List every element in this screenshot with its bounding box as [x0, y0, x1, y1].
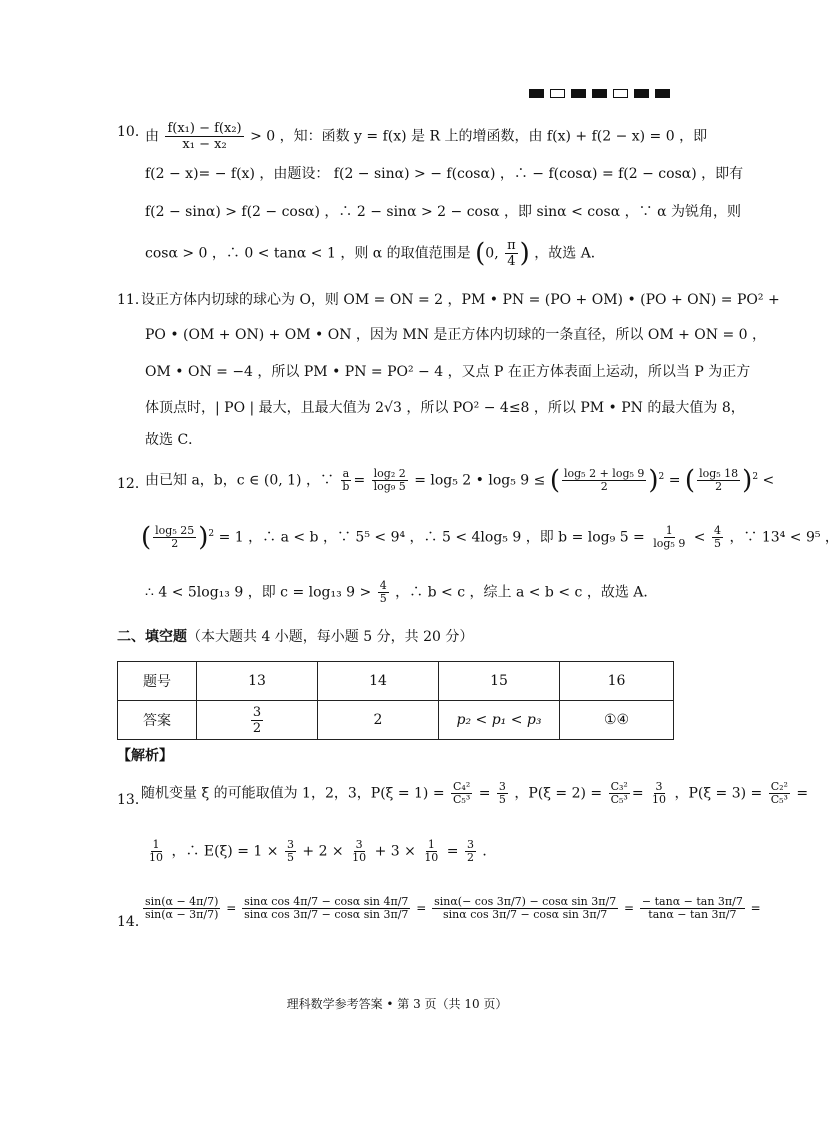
- fraction: $\frac{1}{\text{log₅ 9}}$: [653, 524, 686, 551]
- q11-line-3: OM • ON = −4 ，所以 PM • PN = PO² − 4 ，又点 P 在正方体表面上运动，所以当 P 为正方: [145, 364, 751, 380]
- fraction: $\frac{4}{5}$: [379, 579, 387, 605]
- q12-line-2: ( $\frac{\text{log₅ 25}}{2}$ )$^2$ = 1 ，∴ a < b ，∵ 5⁵ < 9⁴ ，∴ 5 < 4log₅ 9 ，即 b = log₉ 5 = $\frac{1}{\text{log₅ 9}}$ < $\frac{4}{5}$ ，∵ 13⁴ < 9⁵ ，: [141, 522, 839, 553]
- q11-line-5: 故选 C．: [145, 432, 203, 448]
- fraction: $\frac{1}{10}$: [424, 838, 439, 864]
- q11-number: 11．: [117, 292, 149, 308]
- fraction: $\frac{\text{C₂²}}{\text{C₅³}}$: [770, 780, 788, 806]
- fraction: $\frac{- \tan\alpha - \tan 3\pi/7}{\tan\alpha - \tan 3\pi/7}$: [641, 895, 743, 921]
- header-decoration: [529, 89, 670, 98]
- deco-square: [550, 89, 565, 98]
- deco-square: [634, 89, 649, 98]
- table-cell: 2: [318, 701, 439, 740]
- page-footer: 理科数学参考答案 • 第 3 页（共 10 页）: [286, 997, 508, 1011]
- fraction: $\frac{1}{10}$: [149, 838, 163, 864]
- section-heading: 二、填空题（本大题共 4 小题，每小题 5 分，共 20 分）: [117, 629, 474, 645]
- fraction: $\frac{\text{log₅ 25}}{2}$: [155, 524, 195, 551]
- q11-line-4: 体顶点时，| PO | 最大，且最大值为 2√3 ，所以 PO² − 4≤8 ，所以 PM • PN 的最大值为 8，: [145, 400, 745, 416]
- fraction: $\frac{\pi}{4}$: [507, 238, 516, 269]
- table-row: [118, 701, 674, 740]
- q12-number: 12．: [117, 476, 149, 492]
- fraction: $\frac{\text{C₃²}}{\text{C₅³}}$: [610, 780, 628, 806]
- q10-line-4: cosα > 0 ，∴ 0 < tanα < 1 ，则 α 的取值范围是 (0, $\frac{\pi}{4}$ ) ，故选 A．: [145, 238, 605, 269]
- fraction: $\frac{\text{log₅ 18}}{2}$: [699, 467, 739, 494]
- deco-square: [592, 89, 607, 98]
- deco-square: [529, 89, 544, 98]
- q14-line-1: $\frac{\sin(\alpha - 4\pi/7)}{\sin(\alpha - 3\pi/7)}$ = $\frac{\text{sinα cos 4π/7 − cosα sin 4π/7}}{\text{sinα cos 3π/7 − cosα sin 3π/7}}$ = $\frac{\text{sinα(− cos 3π/7) − cosα sin 3π/7}}{\text{sinα cos 3π/7 − cosα sin 3π/7}}$ = $\frac{- \tan\alpha - \tan 3\pi/7}{\tan\alpha - \tan 3\pi/7}$ =: [145, 895, 761, 921]
- table-row: [118, 662, 674, 701]
- q11-line-2: PO • (OM + ON) + OM • ON ，因为 MN 是正方体内切球的一条直径，所以 OM + ON = 0 ，: [145, 327, 767, 343]
- deco-square: [655, 89, 670, 98]
- q10-line-3: f(2 − sinα) > f(2 − cosα) ，∴ 2 − sinα > 2 − cosα ，即 sinα < cosα ，∵ α 为锐角，则: [145, 204, 741, 220]
- fraction: $\frac{3}{5}$: [286, 838, 294, 864]
- fraction: $\frac{4}{5}$: [713, 524, 721, 551]
- table-cell: 14: [318, 662, 439, 701]
- fraction: $\frac{3}{10}$: [652, 780, 667, 806]
- fraction: $\frac{\text{log₅ 2 + log₅ 9}}{2}$: [564, 467, 645, 494]
- fraction: $\frac{\text{sinα(− cos 3π/7) − cosα sin 3π/7}}{\text{sinα cos 3π/7 − cosα sin 3π/7}}$: [434, 895, 617, 921]
- q12-line-3: ∴ 4 < 5log₁₃ 9 ，即 c = log₁₃ 9 > $\frac{4}{5}$ ，∴ b < c ，综上 a < b < c ，故选 A．: [145, 579, 658, 605]
- fraction: $\frac{3}{5}$: [498, 780, 506, 806]
- fraction: $\frac{3}{10}$: [352, 838, 367, 864]
- table-cell: p₂ < p₁ < p₃: [439, 701, 560, 740]
- table-cell: 题号: [118, 662, 197, 701]
- table-cell: 答案: [118, 701, 197, 740]
- deco-square: [613, 89, 628, 98]
- analysis-heading: 【解析】: [117, 748, 173, 764]
- q13-number: 13．: [117, 792, 149, 808]
- answer-table: [117, 661, 674, 740]
- q13-line-2: $\frac{1}{10}$ ，∴ E(ξ) = 1 × $\frac{3}{5}$ + 2 × $\frac{3}{10}$ + 3 × $\frac{1}{10}$ = $\frac{3}{2}$ ．: [149, 838, 497, 864]
- table-cell: ①④: [560, 701, 674, 740]
- table-cell: [197, 701, 318, 740]
- fraction: $\frac{3}{2}$: [252, 704, 262, 736]
- q13-line-1: 随机变量 ξ 的可能取值为 1，2，3，P(ξ = 1) = $\frac{\text{C₄²}}{\text{C₅³}}$ = $\frac{3}{5}$ ，P(ξ = 2) = $\frac{\text{C₃²}}{\text{C₅³}}$ = $\frac{3}{10}$ ，P(ξ = 3) = $\frac{\text{C₂²}}{\text{C₅³}}$ =: [141, 780, 809, 806]
- q10-number: 10．: [117, 124, 149, 140]
- fraction: $\frac{3}{2}$: [466, 838, 474, 864]
- fraction: $\frac{\text{log₂ 2}}{\text{log₉ 5}}$: [373, 467, 406, 494]
- table-cell: 16: [560, 662, 674, 701]
- q11-line-1: 设正方体内切球的球心为 O，则 OM = ON = 2 ，PM • PN = (PO + OM) • (PO + ON) = PO² +: [141, 292, 780, 308]
- fraction: $\frac{\text{sinα cos 4π/7 − cosα sin 4π/7}}{\text{sinα cos 3π/7 − cosα sin 3π/7}}$: [244, 895, 409, 921]
- q12-line-1: 由已知 a，b，c ∈ (0, 1) ，∵ $\frac{a}{b}$ = $\frac{\text{log₂ 2}}{\text{log₉ 5}}$ = log₅ 2 • log₅ 9 ≤ ( $\frac{\text{log₅ 2 + log₅ 9}}{2}$ )$^2$ = ( $\frac{\text{log₅ 18}}{2}$ )$^2$ <: [145, 465, 775, 496]
- q10-line-1: 由 $\frac{\text{f(x₁) − f(x₂)}}{\text{x₁ − x₂}}$ > 0 ，知：函数 y = f(x) 是 R 上的增函数，由 f(x) + f(2 − x) = 0 ，即: [145, 121, 708, 152]
- table-cell: 15: [439, 662, 560, 701]
- fraction: $\frac{\sin(\alpha - 4\pi/7)}{\sin(\alpha - 3\pi/7)}$: [145, 895, 219, 921]
- table-cell: 13: [197, 662, 318, 701]
- fraction: $\frac{\text{C₄²}}{\text{C₅³}}$: [453, 780, 471, 806]
- deco-square: [571, 89, 586, 98]
- q14-number: 14．: [117, 914, 149, 930]
- fraction: $\frac{\text{f(x₁) − f(x₂)}}{\text{x₁ − x₂}}$: [167, 121, 242, 152]
- q10-line-2: f(2 − x)= − f(x) ，由题设： f(2 − sinα) > − f(cosα) ，∴ − f(cosα) = f(2 − cosα) ，即有: [145, 166, 744, 182]
- fraction: $\frac{a}{b}$: [342, 467, 350, 494]
